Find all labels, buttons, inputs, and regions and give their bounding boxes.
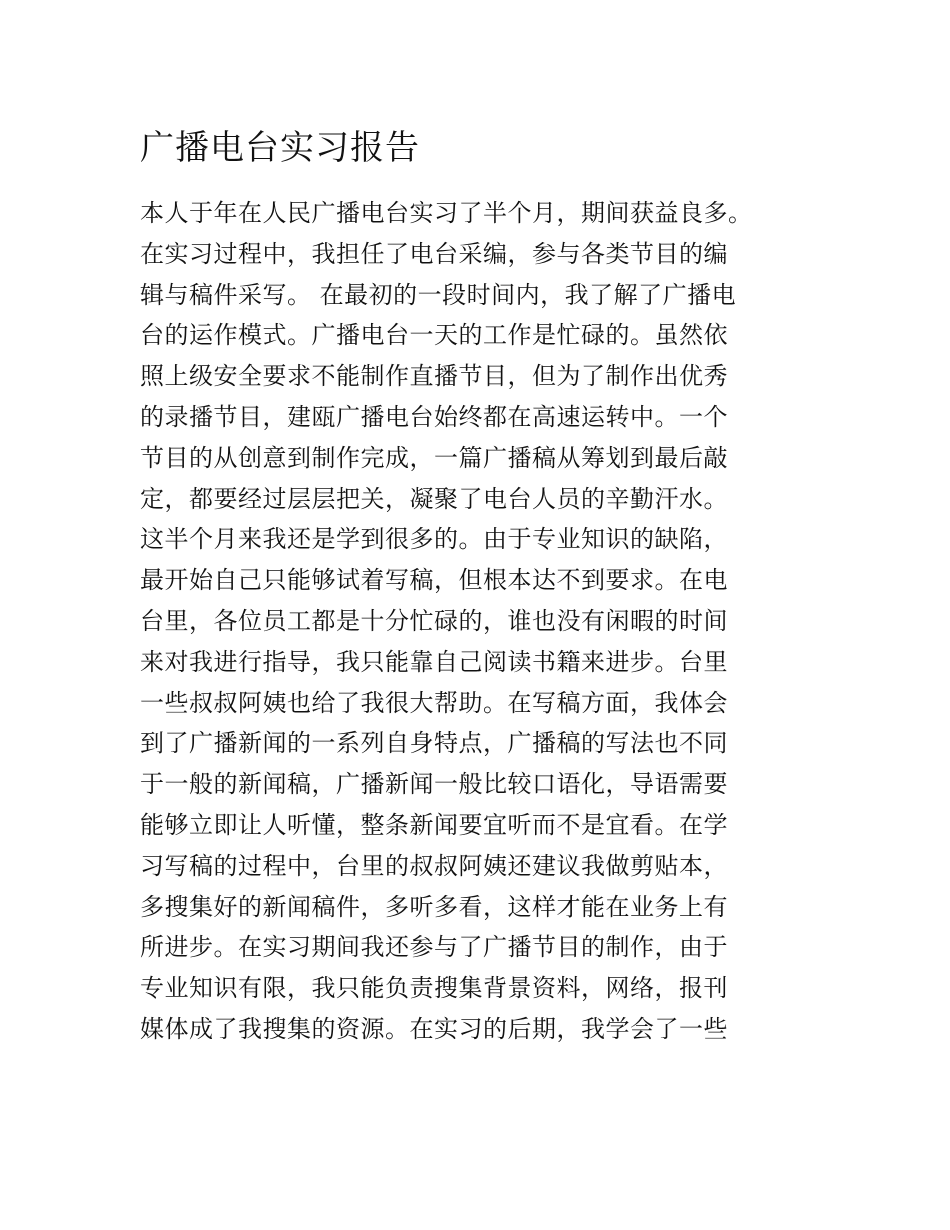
body-line: 节目的从创意到制作完成，一篇广播稿从筹划到最后敲	[140, 443, 728, 472]
document-title: 广播电台实习报告	[140, 128, 420, 168]
body-line: 习写稿的过程中，台里的叔叔阿姨还建议我做剪贴本，	[140, 851, 728, 880]
body-line: 辑与稿件采写。 在最初的一段时间内，我了解了广播电	[140, 280, 737, 309]
body-line: 台里，各位员工都是十分忙碌的，谁也没有闲暇的时间	[140, 606, 728, 635]
body-line: 到了广播新闻的一系列自身特点，广播稿的写法也不同	[140, 729, 728, 758]
document-body	[140, 193, 820, 1050]
body-line: 的录播节目，建瓯广播电台始终都在高速运转中。一个	[140, 402, 728, 431]
body-line: 照上级安全要求不能制作直播节目，但为了制作出优秀	[140, 362, 728, 391]
body-line: 专业知识有限，我只能负责搜集背景资料，网络，报刊	[140, 974, 728, 1003]
body-line: 所进步。在实习期间我还参与了广播节目的制作，由于	[140, 933, 728, 962]
body-line: 多搜集好的新闻稿件，多听多看，这样才能在业务上有	[140, 892, 728, 921]
body-line: 媒体成了我搜集的资源。在实习的后期，我学会了一些	[140, 1014, 728, 1043]
body-line: 一些叔叔阿姨也给了我很大帮助。在写稿方面，我体会	[140, 688, 728, 717]
body-line: 台的运作模式。广播电台一天的工作是忙碌的。虽然依	[140, 321, 728, 350]
body-line: 最开始自己只能够试着写稿，但根本达不到要求。在电	[140, 566, 728, 595]
body-line: 定，都要经过层层把关，凝聚了电台人员的辛勤汗水。	[140, 484, 728, 513]
body-line: 来对我进行指导，我只能靠自己阅读书籍来进步。台里	[140, 647, 728, 676]
body-line: 本人于年在人民广播电台实习了半个月，期间获益良多。	[140, 199, 753, 227]
body-line: 在实习过程中，我担任了电台采编，参与各类节目的编	[140, 239, 728, 268]
body-line: 于一般的新闻稿，广播新闻一般比较口语化，导语需要	[140, 770, 728, 799]
body-line: 能够立即让人听懂，整条新闻要宜听而不是宜看。在学	[140, 810, 728, 839]
body-line: 这半个月来我还是学到很多的。由于专业知识的缺陷，	[140, 525, 728, 554]
